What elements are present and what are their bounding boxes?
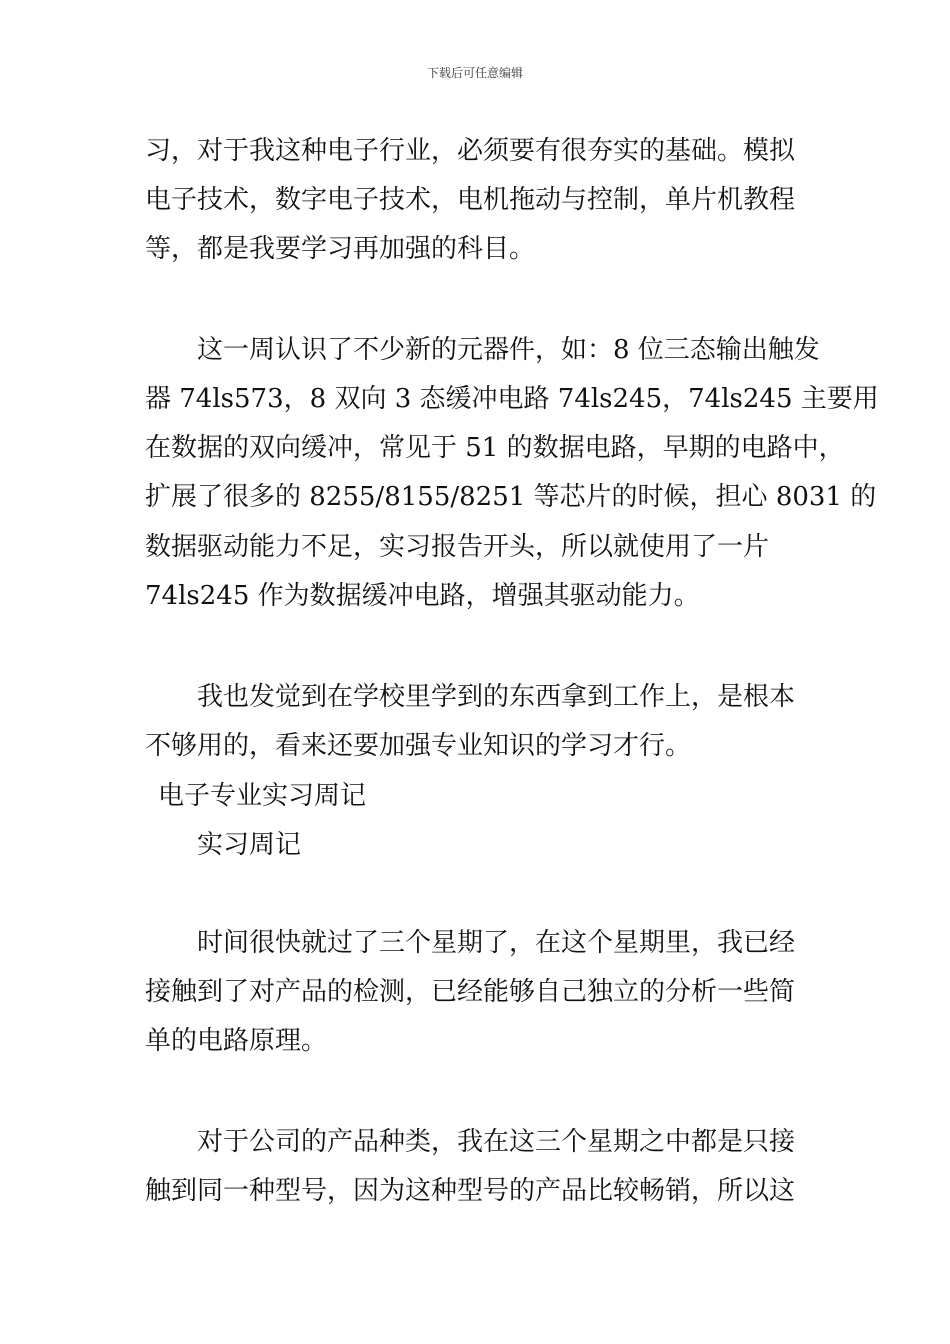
text-line: 时间很快就过了三个星期了，在这个星期里，我已经: [197, 928, 796, 958]
text-line: 等，都是我要学习再加强的科目。: [145, 234, 536, 264]
text-line: 接触到了对产品的检测，已经能够自己独立的分析一些简: [145, 977, 796, 1007]
page-header: 下载后可任意编辑: [426, 66, 523, 80]
text-line: 我也发觉到在学校里学到的东西拿到工作上，是根本: [197, 682, 796, 712]
text-line: 不够用的，看来还要加强专业知识的学习才行。: [145, 731, 692, 761]
text-line: 数据驱动能力不足，实习报告开头，所以就使用了一片: [145, 532, 770, 562]
text-line: 单的电路原理。: [145, 1026, 328, 1056]
text-line: 触到同一种型号，因为这种型号的产品比较畅销，所以这: [145, 1176, 796, 1206]
text-line: 在数据的双向缓冲，常见于 51 的数据电路，早期的电路中，: [145, 433, 845, 463]
text-line: 电子技术，数字电子技术，电机拖动与控制，单片机教程: [145, 185, 796, 215]
text-line: 电子专业实习周记: [158, 781, 367, 811]
text-line: 对于公司的产品种类，我在这三个星期之中都是只接: [197, 1127, 796, 1157]
text-line: 这一周认识了不少新的元器件，如：8 位三态输出触发: [197, 335, 820, 365]
text-line: 扩展了很多的 8255/8155/8251 等芯片的时候，担心 8031 的: [145, 482, 877, 512]
text-line: 习，对于我这种电子行业，必须要有很夯实的基础。模拟: [145, 136, 796, 166]
text-line: 74ls245 作为数据缓冲电路，增强其驱动能力。: [145, 581, 700, 611]
text-line: 实习周记: [197, 830, 302, 860]
text-line: 器 74ls573，8 双向 3 态缓冲电路 74ls245，74ls245 主要用: [145, 384, 879, 414]
